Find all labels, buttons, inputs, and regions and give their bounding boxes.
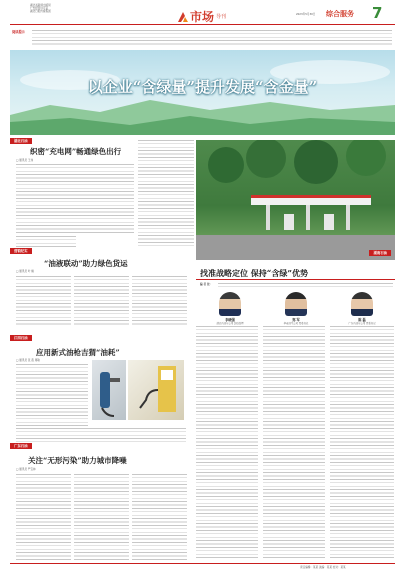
intro-block — [10, 27, 395, 49]
gas-station-scene-icon — [196, 140, 395, 260]
section-tag: 营销纪实 — [10, 248, 32, 254]
article-text — [74, 474, 129, 560]
article-text — [330, 326, 394, 560]
article-text — [16, 236, 76, 248]
article-text — [196, 326, 258, 560]
section-title: 织密“充电网”畅通绿色出行 — [30, 147, 122, 156]
fuel-nozzle-photo — [128, 360, 184, 420]
byline: □ 通讯员 王伟 — [16, 159, 34, 162]
portrait — [266, 292, 326, 325]
person-name: 陈 磊 — [358, 318, 366, 322]
interview-title: 找准战略定位 保持“含绿”优势 — [200, 268, 308, 278]
article-text — [16, 364, 88, 426]
issue-date: 2023年5月30日 — [296, 13, 316, 16]
article-text — [16, 276, 71, 326]
header-meta: 湖北省新闻出版局 广告经营许可证 湖北日报传媒集团 — [30, 4, 51, 14]
interview-intro: 编 者 按： — [200, 283, 213, 286]
person-role: 广东石油分公司 党委书记 — [348, 322, 376, 325]
brand-mark-icon — [178, 12, 188, 22]
footer-rule — [10, 563, 395, 564]
section-tag: 湖北石油 — [10, 138, 32, 144]
article-text — [132, 474, 187, 560]
interview-rule — [196, 279, 395, 280]
section-title: “油液联动”助力绿色货运 — [44, 259, 128, 268]
interview-intro-text — [218, 283, 393, 289]
hero-banner — [10, 50, 395, 135]
header-rule — [10, 24, 395, 25]
byline: □ 通讯员 严宝林 — [16, 468, 36, 471]
intro-text — [32, 30, 392, 47]
section-tag: 江西石油 — [10, 335, 32, 341]
article-text — [16, 428, 186, 442]
person-role: 华南油气公司 党委书记 — [283, 322, 309, 325]
person-role: 湖北石油分公司 副总经理 — [216, 322, 244, 325]
fuel-pump-icon — [128, 360, 184, 420]
photo-tag: 湖南石油 — [369, 250, 391, 256]
person-name: 郑 军 — [292, 318, 300, 322]
portrait — [332, 292, 392, 325]
fuel-nozzle-photo — [92, 360, 126, 420]
page-number: 7 — [372, 4, 383, 22]
avatar — [219, 292, 241, 316]
byline: □ 通讯员 叶 楠 — [16, 270, 34, 273]
article-text — [132, 276, 187, 326]
section-title: 应用新式油枪吉猬“油耗” — [36, 348, 120, 357]
fuel-nozzle-icon — [92, 360, 126, 420]
footer-credits: 责任编辑：某某 美编：某某 校对：某某 — [300, 566, 346, 569]
section-title: 关注“无形污染”助力城市降噪 — [28, 456, 127, 465]
portrait — [200, 292, 260, 325]
brand-logo: 市场 导刊 — [178, 8, 226, 25]
gas-station-photo — [196, 140, 395, 260]
byline: □ 通讯员 张 燕 周敏 — [16, 359, 40, 362]
section-name: 综合服务 — [326, 10, 354, 18]
avatar — [351, 292, 373, 316]
article-text — [16, 474, 71, 560]
person-name: 李晓强 — [225, 318, 235, 322]
main-headline: 以企业“含绿量”提升发展“含金量” — [87, 78, 318, 96]
avatar — [285, 292, 307, 316]
article-text — [263, 326, 325, 560]
intro-tag: 阅读提示 — [12, 30, 25, 34]
section-tag: 广东石油 — [10, 443, 32, 449]
article-text — [138, 140, 194, 248]
article-text — [74, 276, 129, 326]
article-text — [16, 164, 134, 234]
